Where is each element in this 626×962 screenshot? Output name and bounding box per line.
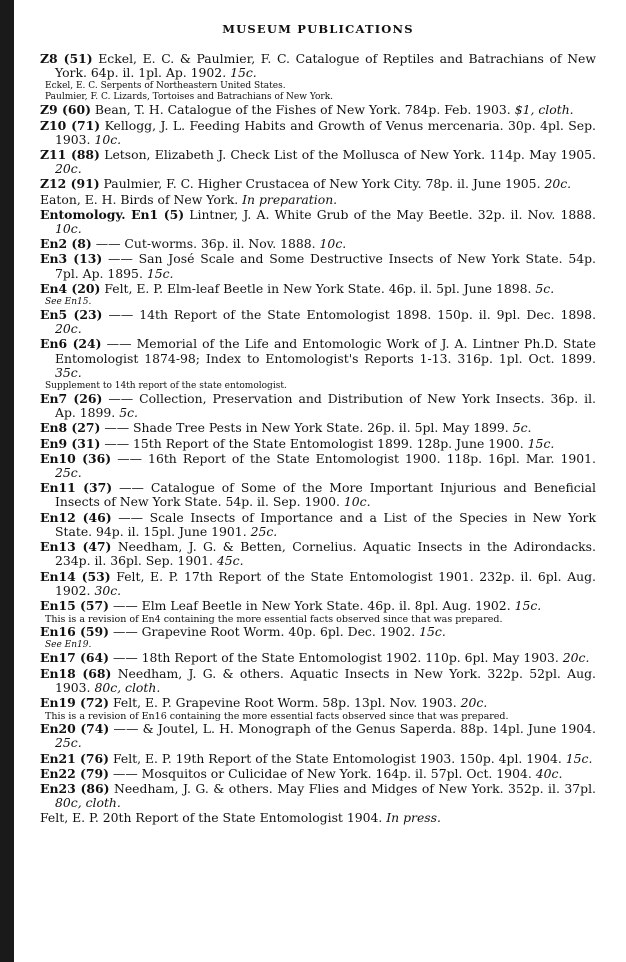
publication-list xyxy=(40,52,596,826)
entry-code: En19 (72) xyxy=(40,694,109,710)
entry-code: En20 (74) xyxy=(40,721,110,737)
entry-text: Felt, E. P. 19th Report of the State Entomologist 1903. 150p. 4pl. 1904. xyxy=(112,750,562,766)
entry-code: Entomology. En1 (5) xyxy=(40,206,185,222)
entry-price: 20c. xyxy=(460,694,488,710)
sub-entry: Supplement to 14th report of the state entomologist. xyxy=(45,381,287,392)
publication-entry xyxy=(40,625,596,639)
document-page xyxy=(40,0,596,827)
entry-price: 15c. xyxy=(565,750,593,766)
entry-price: 15c. xyxy=(419,624,446,640)
publication-entry xyxy=(40,570,596,598)
entry-price: 30c. xyxy=(94,582,122,598)
entry-code: En5 (23) xyxy=(40,307,103,323)
entry-code: Z10 (71) xyxy=(40,117,101,133)
entry-text: Lintner, J. A. White Grub of the May Beetle. 32p. il. Nov. 1888. xyxy=(189,206,596,222)
entry-text: Felt, E. P. Elm-leaf Beetle in New York State. 46p. il. 5pl. June 1898. xyxy=(104,280,532,296)
entry-price: 5c. xyxy=(119,405,138,421)
entry-code: En2 (8) xyxy=(40,236,92,252)
entry-price: $1, cloth. xyxy=(514,102,574,118)
entry-code: En14 (53) xyxy=(40,568,111,584)
entry-price: 80c, cloth. xyxy=(94,679,161,695)
sub-entry: Paulmier, F. C. Lizards, Tortoises and Batrachians of New York. xyxy=(45,92,334,103)
publication-entry xyxy=(40,722,596,750)
entry-code: En17 (64) xyxy=(40,650,109,666)
entry-text: Eaton, E. H. Birds of New York. xyxy=(40,191,239,207)
entry-text: —— 15th Report of the State Entomologist 1899. 128p. June 1900. xyxy=(104,435,524,451)
entry-text: —— Mosquitos or Culicidae of New York. 164p. il. 57pl. Oct. 1904. xyxy=(112,765,532,781)
entry-price: 45c. xyxy=(216,553,244,569)
entry-price: 40c. xyxy=(535,765,563,781)
publication-entry xyxy=(40,193,596,207)
entry-text: Felt, E. P. 20th Report of the State Entomologist 1904. xyxy=(40,810,383,826)
entry-text: Needham, J. G. & Betten, Cornelius. Aquatic Insects in the Adirondacks. 234p. il. 36pl. Sep. 1901. xyxy=(55,539,596,569)
entry-price: 10c. xyxy=(343,494,371,510)
entry-code: En22 (79) xyxy=(40,765,109,781)
see-reference: See En15. xyxy=(45,297,92,308)
entry-text: Bean, T. H. Catalogue of the Fishes of New York. 784p. Feb. 1903. xyxy=(94,102,511,118)
entry-code: Z8 (51) xyxy=(40,51,93,66)
publication-entry xyxy=(40,752,596,766)
entry-code: En16 (59) xyxy=(40,624,109,640)
entry-code: En15 (57) xyxy=(40,597,109,613)
entry-text: —— 14th Report of the State Entomologist 1898. 150p. il. 9pl. Dec. 1898. xyxy=(108,307,597,323)
entry-code: En23 (86) xyxy=(40,780,110,796)
entry-price: 20c. xyxy=(55,161,82,177)
publication-entry xyxy=(40,782,596,810)
entry-price: 25c. xyxy=(55,735,82,751)
entry-price: 15c. xyxy=(230,65,257,81)
entry-price: 20c. xyxy=(562,650,590,666)
entry-text: —— Elm Leaf Beetle in New York State. 46p. il. 8pl. Aug. 1902. xyxy=(112,597,511,613)
publication-entry xyxy=(40,119,596,147)
entry-code: En7 (26) xyxy=(40,391,103,407)
entry-text: —— & Joutel, L. H. Monograph of the Genus Saperda. 88p. 14pl. June 1904. xyxy=(113,721,596,737)
publication-entry xyxy=(40,421,596,435)
entry-code: En13 (47) xyxy=(40,539,112,555)
publication-entry xyxy=(40,667,596,695)
entry-text: Letson, Elizabeth J. Check List of the Mollusca of New York. 114p. May 1905. xyxy=(104,147,596,163)
publication-entry xyxy=(40,696,596,710)
entry-price: 5c. xyxy=(535,280,555,296)
entry-text: Needham, J. G. & others. Aquatic Insects in New York. 322p. 52pl. Aug. 1903. xyxy=(55,665,596,695)
entry-text: —— San José Scale and Some Destructive Insects of New York State. 54p. 7pl. Ap. 1895. xyxy=(55,251,596,281)
entry-price: 5c. xyxy=(512,420,532,436)
entry-code: En4 (20) xyxy=(40,280,101,296)
publication-entry xyxy=(40,177,596,191)
entry-code: En18 (68) xyxy=(40,665,112,681)
entry-text: —— 16th Report of the State Entomologist 1900. 118p. 16pl. Mar. 1901. xyxy=(117,450,596,466)
entry-text: —— Memorial of the Life and Entomologic Work of J. A. Lintner Ph.D. State Entomologist 1874-98; Index to Entomologist's Reports 1-13. 316p. 1pl. Oct. 1899. xyxy=(55,336,596,366)
publication-entry xyxy=(40,337,596,380)
entry-price: 35c. xyxy=(55,364,82,380)
entry-code: En3 (13) xyxy=(40,251,103,267)
entry-text: —— Scale Insects of Importance and a List of the Species in New York State. 94p. il. 15pl. June 1901. xyxy=(55,509,596,539)
entry-price: 25c. xyxy=(250,523,278,539)
entry-price: 15c. xyxy=(514,597,542,613)
entry-price: In preparation. xyxy=(242,191,338,207)
entry-price: 10c. xyxy=(319,236,347,252)
entry-code: En21 (76) xyxy=(40,750,109,766)
entry-code: En10 (36) xyxy=(40,450,112,466)
entry-text: Needham, J. G. & others. May Flies and Midges of New York. 352p. il. 37pl. xyxy=(114,780,596,796)
see-reference: See En19. xyxy=(45,640,92,651)
entry-code: En12 (46) xyxy=(40,509,112,525)
entry-text: —— 18th Report of the State Entomologist 1902. 110p. 6pl. May 1903. xyxy=(112,650,559,666)
entry-text: —— Cut-worms. 36p. il. Nov. 1888. xyxy=(95,236,316,252)
page-edge-shadow xyxy=(0,0,14,962)
entry-text: —— Grapevine Root Worm. 40p. 6pl. Dec. 1902. xyxy=(112,624,416,640)
publication-entry xyxy=(40,511,596,539)
publication-entry xyxy=(40,481,596,509)
revision-note: This is a revision of En16 containing the more essential facts observed since that was prepared. xyxy=(45,711,509,723)
entry-price: 15c. xyxy=(527,435,555,451)
entry-text: Paulmier, F. C. Higher Crustacea of New York City. 78p. il. June 1905. xyxy=(103,176,541,192)
publication-entry xyxy=(40,599,596,613)
publication-entry xyxy=(40,252,596,280)
publication-entry xyxy=(40,452,596,480)
publication-entry xyxy=(40,767,596,781)
entry-price: 25c. xyxy=(55,465,82,481)
entry-text: Eckel, E. C. & Paulmier, F. C. Catalogue of Reptiles and Batrachians of New York. 64p. il. 1pl. Ap. 1902. xyxy=(55,51,596,81)
entry-price: 20c. xyxy=(544,176,572,192)
publication-entry xyxy=(40,52,596,80)
entry-price: 15c. xyxy=(146,265,174,281)
sub-entry: Eckel, E. C. Serpents of Northeastern United States. xyxy=(45,81,286,92)
entry-price: In press. xyxy=(386,810,441,826)
publication-entry xyxy=(40,237,596,251)
entry-price: 80c, cloth. xyxy=(55,795,121,811)
publication-entry xyxy=(40,282,596,296)
entry-price: 10c. xyxy=(55,221,82,237)
entry-code: En11 (37) xyxy=(40,480,113,496)
publication-entry xyxy=(40,540,596,568)
publication-entry xyxy=(40,308,596,336)
publication-entry xyxy=(40,811,596,825)
entry-text: —— Collection, Preservation and Distribution of New York Insects. 36p. il. Ap. 1899. xyxy=(55,391,596,421)
publication-entry xyxy=(40,437,596,451)
entry-code: En6 (24) xyxy=(40,336,102,352)
revision-note: This is a revision of En4 containing the more essential facts observed since that was prepared. xyxy=(45,614,503,626)
entry-code: Z11 (88) xyxy=(40,147,100,163)
publication-entry xyxy=(40,392,596,420)
entry-text: —— Shade Tree Pests in New York State. 26p. il. 5pl. May 1899. xyxy=(104,420,509,436)
publication-entry xyxy=(40,103,596,117)
publication-entry xyxy=(40,651,596,665)
entry-code: En8 (27) xyxy=(40,420,101,436)
entry-code: En9 (31) xyxy=(40,435,101,451)
entry-price: 10c. xyxy=(94,131,122,147)
publication-entry xyxy=(40,208,596,236)
entry-price: 20c. xyxy=(55,321,82,337)
entry-text: Felt, E. P. Grapevine Root Worm. 58p. 13pl. Nov. 1903. xyxy=(112,694,457,710)
entry-code: Z9 (60) xyxy=(40,102,91,118)
entry-text: Kellogg, J. L. Feeding Habits and Growth of Venus mercenaria. 30p. 4pl. Sep. 1903. xyxy=(55,117,596,147)
page-header: MUSEUM PUBLICATIONS xyxy=(222,22,414,36)
entry-code: Z12 (91) xyxy=(40,176,100,192)
entry-text: Felt, E. P. 17th Report of the State Entomologist 1901. 232p. il. 6pl. Aug. 1902. xyxy=(55,568,596,598)
entry-text: —— Catalogue of Some of the More Important Injurious and Beneficial Insects of New York State. 54p. il. Sep. 1900. xyxy=(55,480,596,510)
publication-entry xyxy=(40,148,596,176)
